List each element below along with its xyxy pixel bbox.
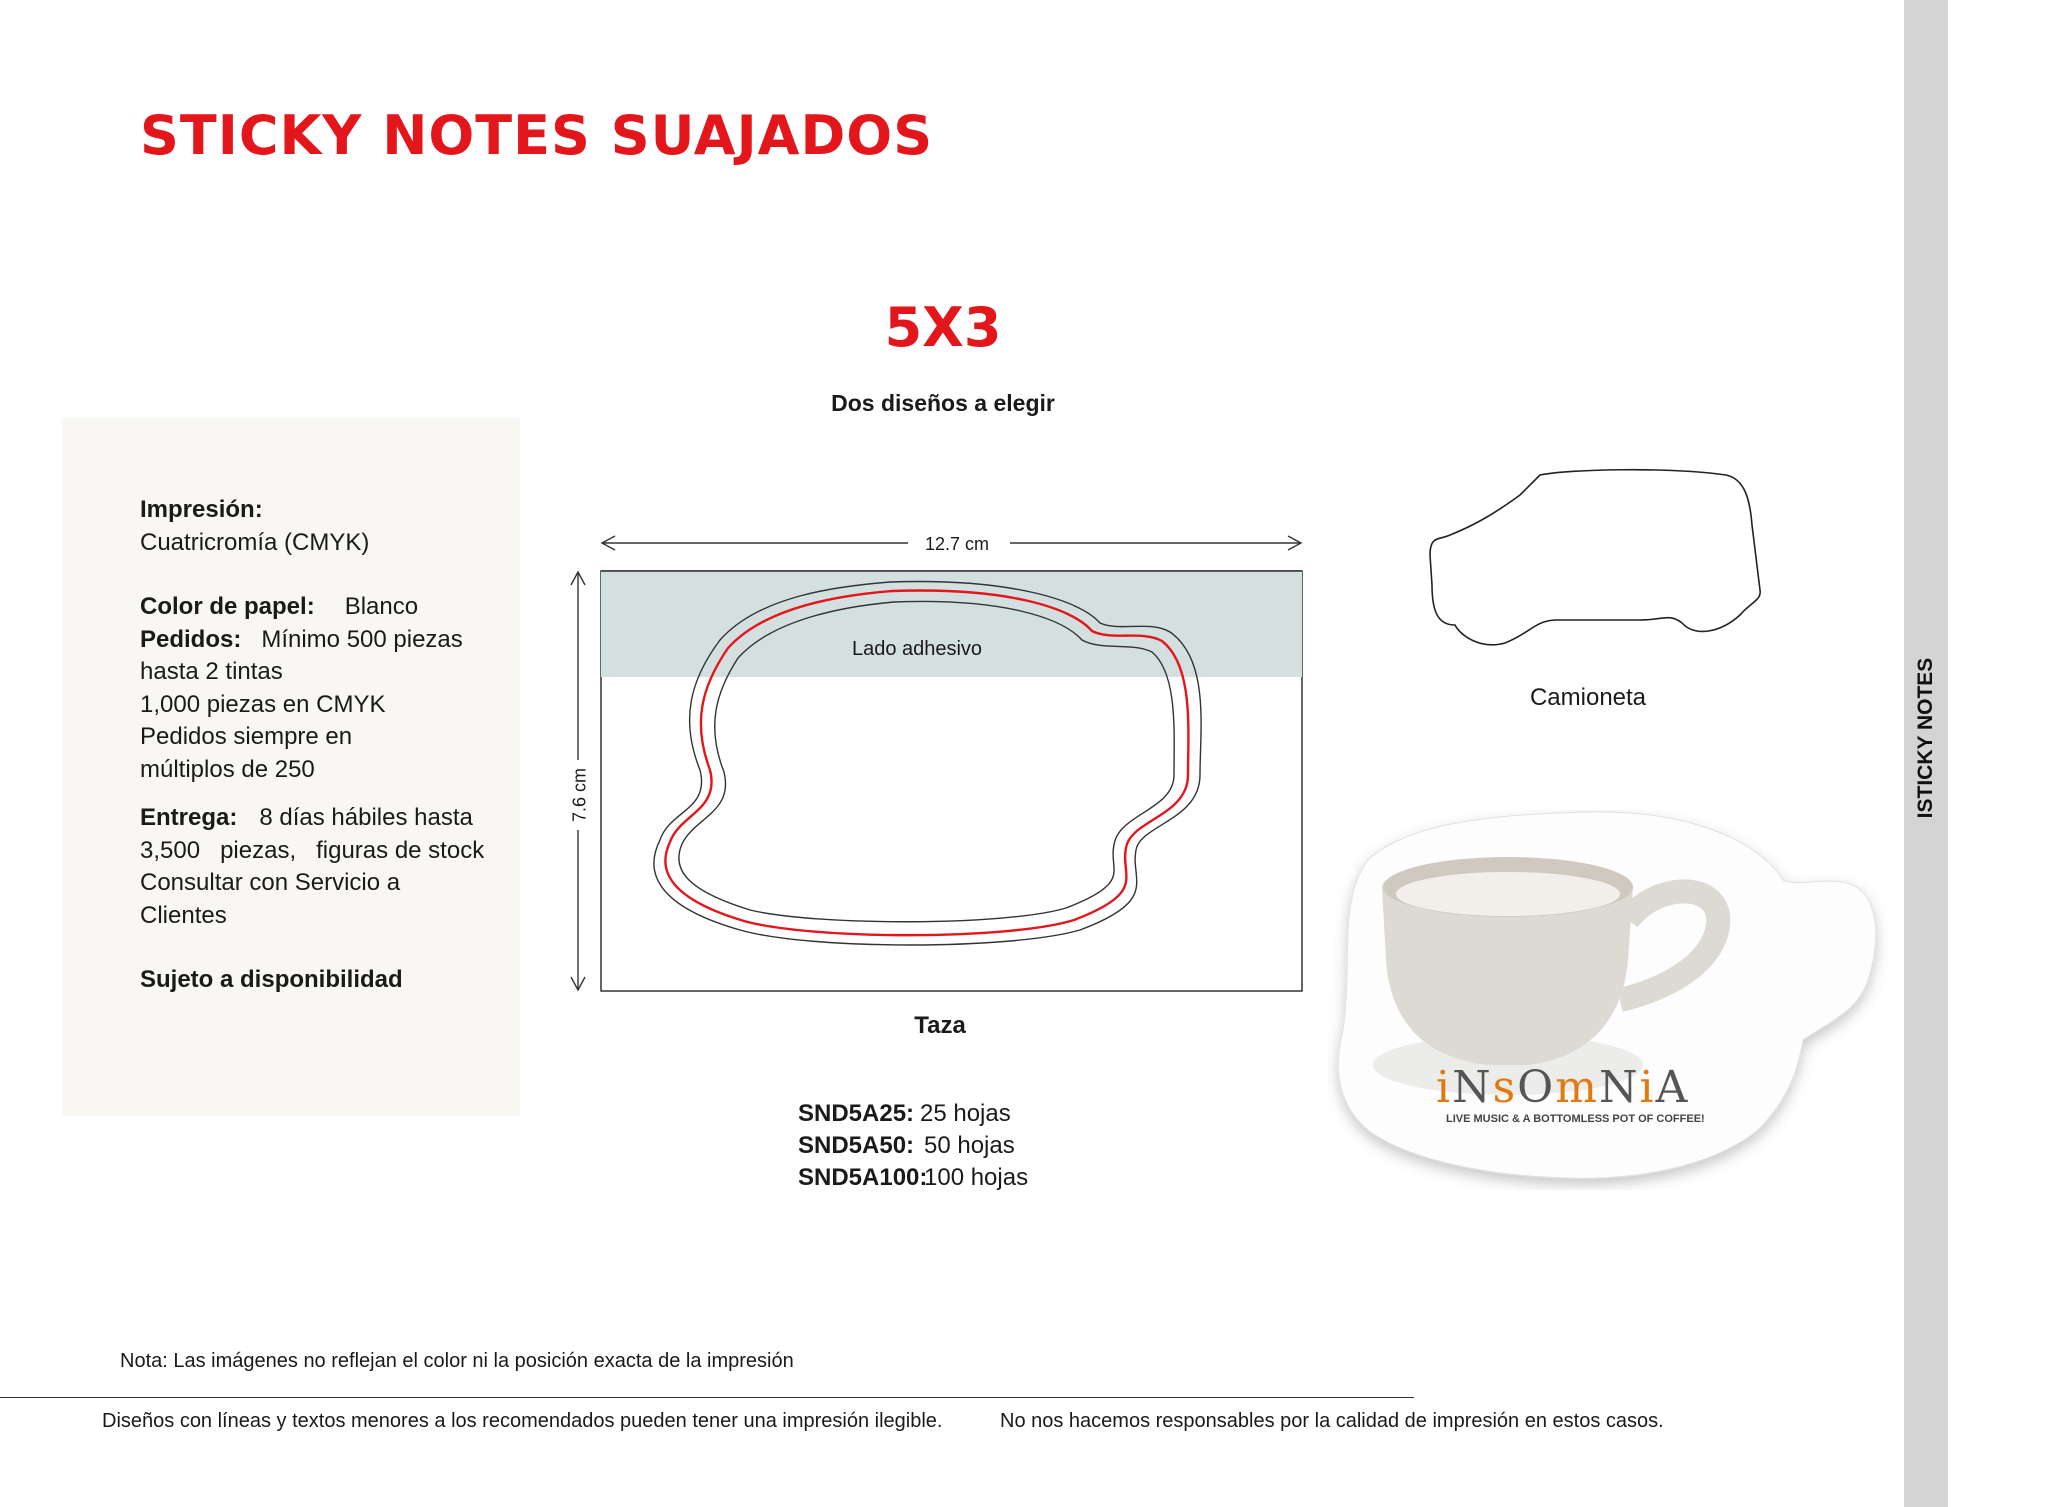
sku-code: SND5A25: xyxy=(798,1100,915,1127)
specs-list xyxy=(140,494,500,997)
pedidos-line: 1,000 piezas en CMYK xyxy=(140,690,386,718)
size-label: 5X3 xyxy=(884,296,1002,359)
sku-code: SND5A100: xyxy=(798,1164,928,1191)
truck-outline xyxy=(1430,470,1760,645)
side-tab-label: ISTICKY NOTES xyxy=(1914,657,1937,819)
entrega-line: 3,500 piezas, figuras de stock xyxy=(140,836,485,864)
pedidos-line: múltiplos de 250 xyxy=(140,755,315,783)
footer-right: No nos hacemos responsables por la calidad de impresión en estos casos. xyxy=(1000,1410,1664,1432)
pedidos-label: Pedidos: xyxy=(140,625,242,653)
camioneta-caption: Camioneta xyxy=(1529,684,1647,711)
pedidos-line: hasta 2 tintas xyxy=(140,658,283,685)
cup-sticky-note xyxy=(1328,810,1888,1190)
taza-diagram xyxy=(560,520,1340,1000)
width-dimension: 12.7 cm xyxy=(924,534,990,554)
sku-sheets: 50 hojas xyxy=(924,1132,1015,1159)
sku-sheets: 100 hojas xyxy=(924,1164,1029,1191)
designs-subtitle: Dos diseños a elegir xyxy=(831,390,1055,416)
adhesive-label: Lado adhesivo xyxy=(851,638,983,660)
pedidos-line: Mínimo 500 piezas xyxy=(261,625,463,653)
entrega-label: Entrega: xyxy=(140,804,238,831)
impresion-value: Cuatricromía (CMYK) xyxy=(140,528,370,556)
sku-code: SND5A50: xyxy=(798,1132,915,1159)
camioneta-shape xyxy=(1420,455,1780,675)
disclaimer-note: Nota: Las imágenes no reflejan el color ni la posición exacta de la impresión xyxy=(120,1350,794,1372)
footer-left: Diseños con líneas y textos menores a los recomendados pueden tener una impresión ilegible. xyxy=(102,1410,943,1432)
availability-note: Sujeto a disponibilidad xyxy=(140,966,403,993)
page-title: STICKY NOTES SUAJADOS xyxy=(140,104,934,167)
footer-divider xyxy=(0,1397,1414,1398)
impresion-label: Impresión: xyxy=(140,496,263,523)
color-value: Blanco xyxy=(344,593,419,620)
color-label: Color de papel: xyxy=(140,593,315,620)
sku-list xyxy=(798,1098,1028,1194)
entrega-line: 8 días hábiles hasta xyxy=(259,804,473,831)
entrega-line: Consultar con Servicio a xyxy=(140,869,401,896)
pedidos-line: Pedidos siempre en xyxy=(140,723,353,750)
entrega-line: Clientes xyxy=(140,901,227,929)
insomnia-tagline: LIVE MUSIC & A BOTTOMLESS POT OF COFFEE! xyxy=(1446,1113,1705,1125)
taza-caption: Taza xyxy=(914,1012,966,1039)
sku-sheets: 25 hojas xyxy=(920,1100,1011,1127)
insomnia-logo: iNsOmNiA xyxy=(1436,1062,1690,1113)
height-dimension: 7.6 cm xyxy=(569,767,590,823)
